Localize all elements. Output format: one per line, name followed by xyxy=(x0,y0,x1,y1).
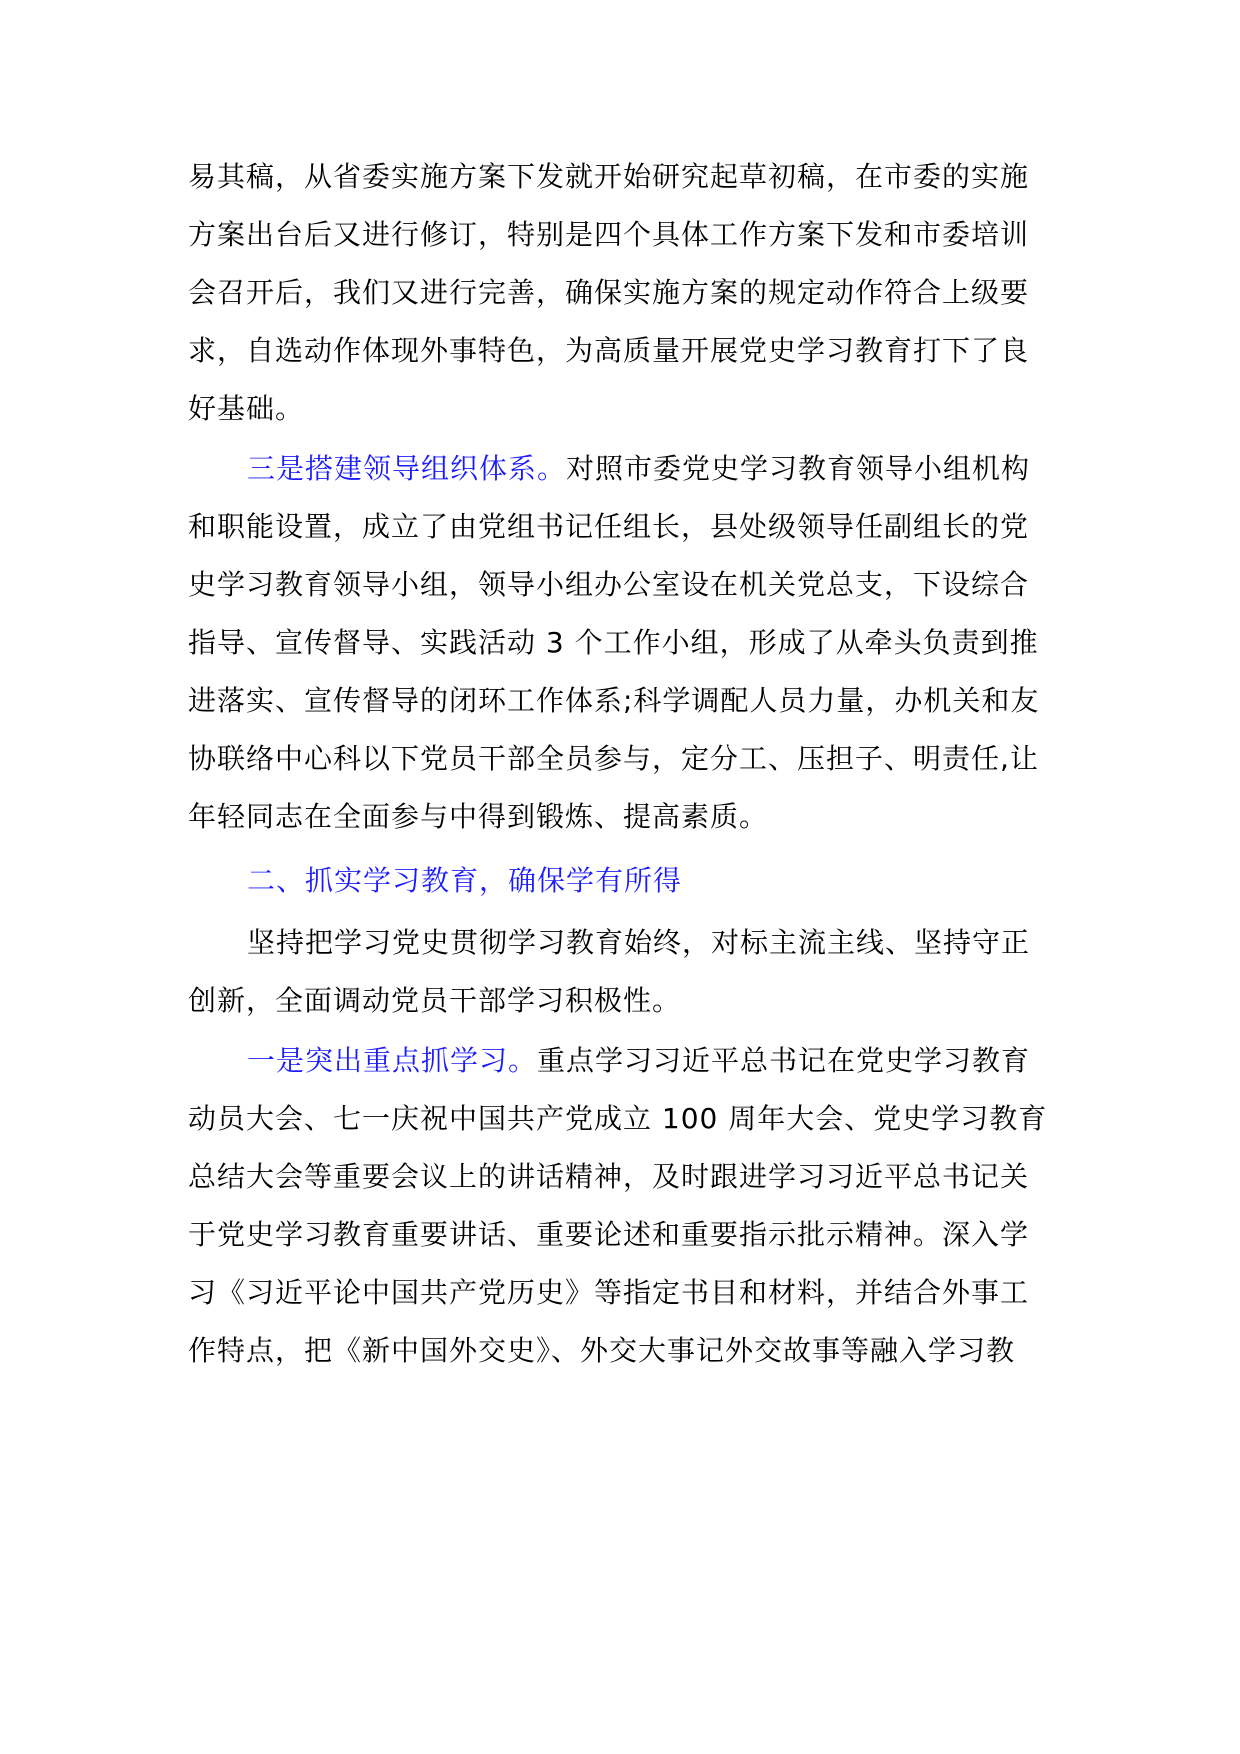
paragraph-line: 会召开后，我们又进行完善，确保实施方案的规定动作符合上级要 xyxy=(188,276,1030,309)
paragraph-line: 坚持把学习党史贯彻学习教育始终，对标主流主线、坚持守正 xyxy=(247,926,1031,959)
paragraph-line: 指导、宣传督导、实践活动 3 个工作小组，形成了从牵头负责到推 xyxy=(188,626,1039,659)
paragraph-line: 史学习教育领导小组，领导小组办公室设在机关党总支，下设综合 xyxy=(188,568,1030,601)
paragraph-line: 易其稿，从省委实施方案下发就开始研究起草初稿，在市委的实施 xyxy=(188,160,1030,193)
paragraph-line: 作特点，把《新中国外交史》、外交大事记外交故事等融入学习教 xyxy=(188,1334,1016,1367)
paragraph-line: 协联络中心科以下党员干部全员参与，定分工、压担子、明责任,让 xyxy=(188,742,1039,775)
paragraph-line: 求，自选动作体现外事特色，为高质量开展党史学习教育打下了良 xyxy=(188,334,1030,367)
subheading-three: 三是搭建领导组织体系。 xyxy=(247,452,567,485)
paragraph-line-with-heading xyxy=(247,449,1030,489)
paragraph-line: 方案出台后又进行修订，特别是四个具体工作方案下发和市委培训 xyxy=(188,218,1030,251)
paragraph-line: 创新，全面调动党员干部学习积极性。 xyxy=(188,984,682,1017)
paragraph-line: 动员大会、七一庆祝中国共产党成立 100 周年大会、党史学习教育 xyxy=(188,1102,1048,1135)
paragraph-text: 对照市委党史学习教育领导小组机构 xyxy=(566,452,1031,485)
paragraph-line: 于党史学习教育重要讲话、重要论述和重要指示批示精神。深入学 xyxy=(188,1218,1030,1251)
paragraph-line: 总结大会等重要会议上的讲话精神，及时跟进学习习近平总书记关 xyxy=(188,1160,1030,1193)
subheading-one: 一是突出重点抓学习。 xyxy=(247,1044,538,1077)
paragraph-line: 习《习近平论中国共产党历史》等指定书目和材料，并结合外事工 xyxy=(188,1276,1030,1309)
paragraph-text: 重点学习习近平总书记在党史学习教育 xyxy=(537,1044,1031,1077)
paragraph-line: 进落实、宣传督导的闭环工作体系;科学调配人员力量，办机关和友 xyxy=(188,684,1040,717)
section-heading: 二、抓实学习教育，确保学有所得 xyxy=(247,864,683,897)
paragraph-line: 好基础。 xyxy=(188,392,305,425)
paragraph-line-with-heading xyxy=(247,1041,1030,1081)
paragraph-line: 年轻同志在全面参与中得到锻炼、提高素质。 xyxy=(188,800,769,833)
paragraph-line: 和职能设置，成立了由党组书记任组长，县处级领导任副组长的党 xyxy=(188,510,1030,543)
